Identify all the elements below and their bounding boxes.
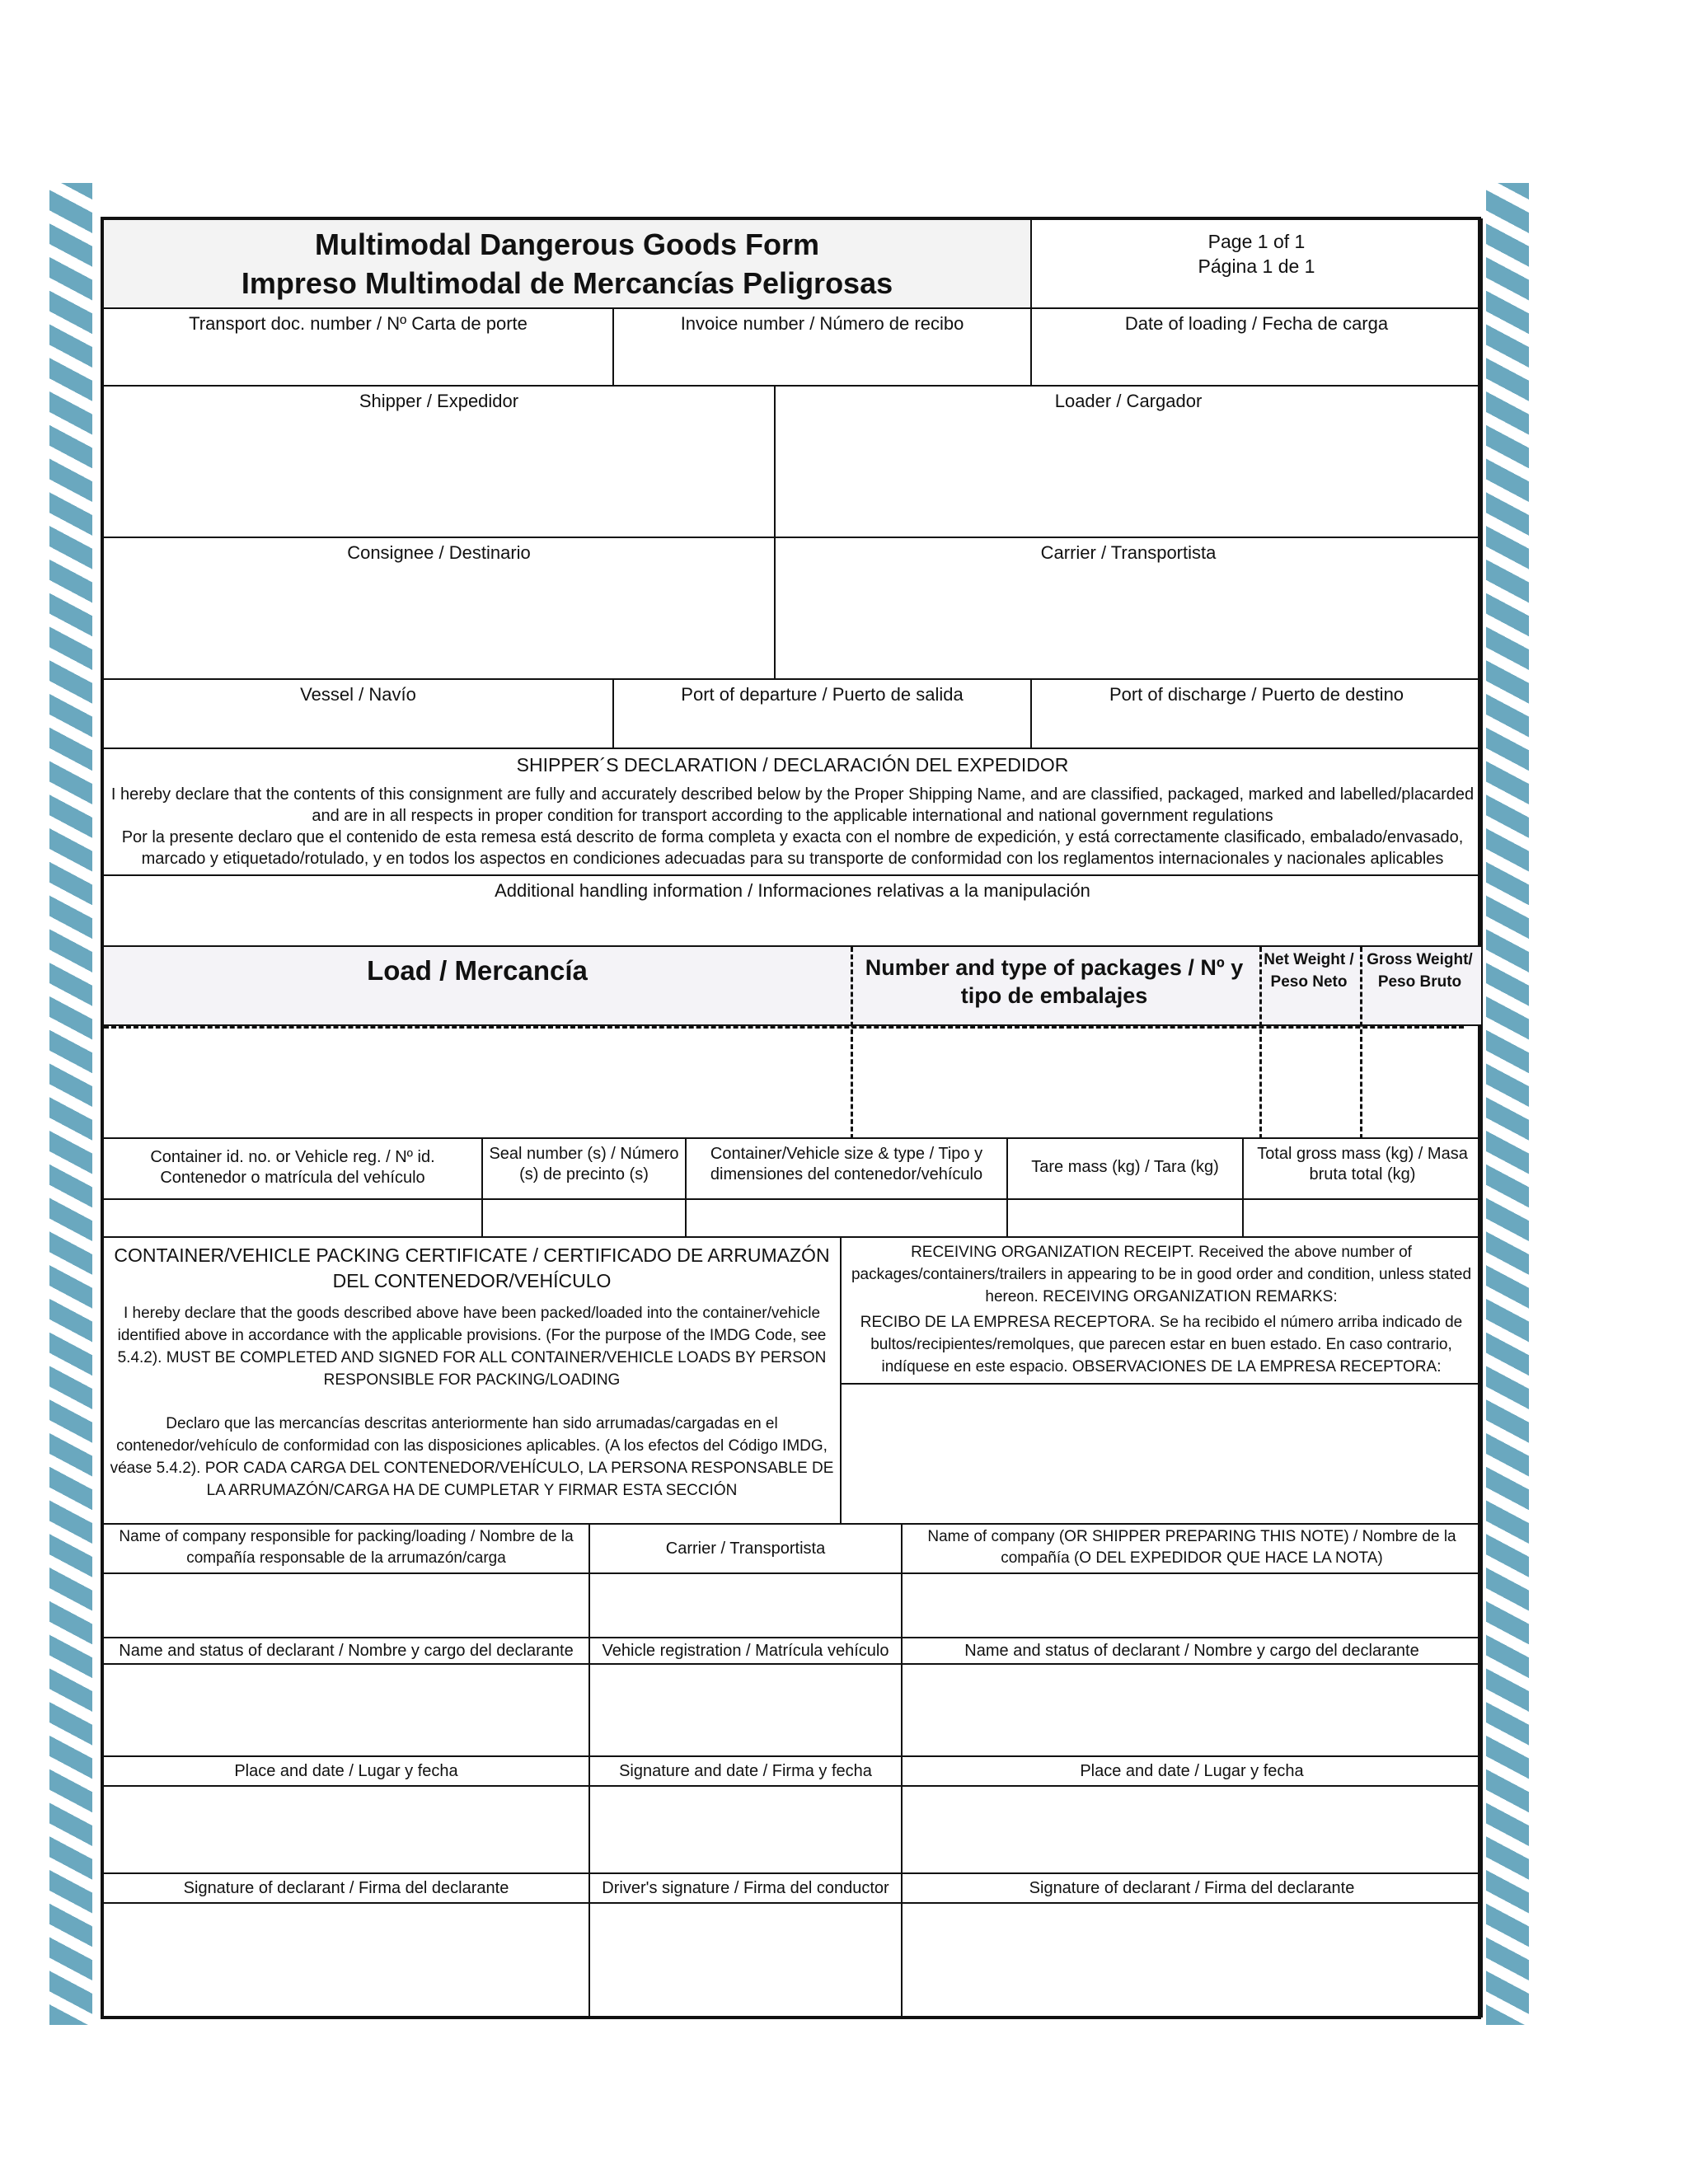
packing-declarant-label: Name and status of declarant / Nombre y cargo del declarante	[102, 1637, 590, 1665]
load-divider-3	[1360, 947, 1362, 1139]
packing-certificate-text-en: I hereby declare that the goods described above have been packed/loaded into the container/vehicle identified above in accordance with the applicable provisions. (For the purpose of the IMDG Code, see 5.4.2). MUST BE COMPLETED AND SIGNED FOR ALL CONTAINER/VEHICLE LOADS BY PERSON RESPONSIBLE FOR PACKING/LOADING	[117, 1305, 827, 1389]
driver-signature-label: Driver's signature / Firma del conductor	[588, 1872, 903, 1904]
load-data-area[interactable]	[102, 1024, 1483, 1139]
packing-signature-label: Signature of declarant / Firma del declarante	[102, 1872, 590, 1904]
form-title	[102, 218, 1032, 309]
carrier-signature-date-label: Signature and date / Firma y fecha	[588, 1755, 903, 1787]
container-size-label: Container/Vehicle size & type / Tipo y dimensiones del contenedor/vehículo	[685, 1137, 1008, 1200]
vessel-field[interactable]: Vessel / Navío	[102, 678, 614, 749]
shipper-signature-label: Signature of declarant / Firma del declarante	[901, 1872, 1483, 1904]
packing-company-input[interactable]	[102, 1572, 590, 1638]
seal-number-label: Seal number (s) / Número (s) de precinto (s)	[481, 1137, 687, 1200]
declaration-title: SHIPPER´S DECLARATION / DECLARACIÓN DEL EXPEDIDOR	[516, 754, 1069, 776]
tare-mass-input[interactable]	[1006, 1198, 1244, 1238]
decorative-stripe-left	[49, 183, 92, 2025]
port-of-discharge-field[interactable]: Port of discharge / Puerto de destino	[1030, 678, 1483, 749]
consignee-field[interactable]: Consignee / Destinario	[102, 537, 776, 680]
shipper-field[interactable]: Shipper / Expedidor	[102, 385, 776, 538]
packing-certificate-text-es: Declaro que las mercancías descritas anteriormente han sido arrumadas/cargadas en el contenedor/vehículo de conformidad con las disposiciones aplicables. (A los efectos del Código IMDG, véase 5.4.2). POR CADA CARGA DEL CONTENEDOR/VEHÍCULO, LA PERSONA RESPONSABLE DE LA ARRUMAZÓN/CARGA HA DE CUMPLETAR Y FIRMAR ESTA SECCIÓN	[110, 1415, 834, 1499]
packages-header: Number and type of packages / Nº y tipo de embalajes	[849, 945, 1259, 1026]
transport-doc-field[interactable]: Transport doc. number / Nº Carta de porte	[102, 307, 614, 387]
load-header: Load / Mercancía	[102, 945, 851, 1026]
packing-signature-input[interactable]	[102, 1902, 590, 2018]
date-of-loading-field[interactable]: Date of loading / Fecha de carga	[1030, 307, 1483, 387]
receipt-remarks-field[interactable]	[840, 1383, 1483, 1525]
total-gross-mass-label: Total gross mass (kg) / Masa bruta total (kg)	[1242, 1137, 1483, 1200]
shipper-place-date-label: Place and date / Lugar y fecha	[901, 1755, 1483, 1787]
receipt-text-es: RECIBO DE LA EMPRESA RECEPTORA. Se ha recibido el número arriba indicado de bultos/recipientes/remolques, que parecen estar en buen estado. En caso contrario, indíquese en este espacio. OBSERVACIONES DE LA EMPRESA RECEPTORA:	[860, 1314, 1463, 1376]
carrier-label: Carrier / Transportista	[588, 1523, 903, 1574]
port-of-departure-field[interactable]: Port of departure / Puerto de salida	[612, 678, 1032, 749]
seal-number-input[interactable]	[481, 1198, 687, 1238]
page-indicator-es: Página 1 de 1	[1198, 255, 1315, 277]
carrier-signature-date-input[interactable]	[588, 1785, 903, 1874]
vehicle-registration-label: Vehicle registration / Matrícula vehículo	[588, 1637, 903, 1665]
shipper-company-label: Name of company (OR SHIPPER PREPARING THIS NOTE) / Nombre de la compañía (O DEL EXPEDIDOR QUE HACE LA NOTA)	[901, 1523, 1483, 1574]
receiving-organization-receipt	[840, 1236, 1483, 1385]
packing-declarant-input[interactable]	[102, 1663, 590, 1757]
page-indicator	[1030, 218, 1483, 309]
form-title-es: Impreso Multimodal de Mercancías Peligrosas	[241, 266, 893, 300]
page-indicator-en: Page 1 of 1	[1207, 231, 1306, 252]
packing-place-date-label: Place and date / Lugar y fecha	[102, 1755, 590, 1787]
gross-weight-header: Gross Weight/ Peso Bruto	[1358, 945, 1483, 1026]
declaration-text-en: I hereby declare that the contents of this consignment are fully and accurately described below by the Proper Shipping Name, and are classified, packaged, marked and labelled/placarded and are in all respects in proper condition for transport according to the applicable international and national government regulations	[110, 785, 1475, 825]
shipper-place-date-input[interactable]	[901, 1785, 1483, 1874]
shippers-declaration	[102, 748, 1483, 876]
total-gross-mass-input[interactable]	[1242, 1198, 1483, 1238]
packing-place-date-input[interactable]	[102, 1785, 590, 1874]
form-title-en: Multimodal Dangerous Goods Form	[314, 227, 820, 261]
tare-mass-label: Tare mass (kg) / Tara (kg)	[1006, 1137, 1244, 1200]
loader-field[interactable]: Loader / Cargador	[774, 385, 1483, 538]
packing-company-label: Name of company responsible for packing/loading / Nombre de la compañía responsable de la arrumazón/carga	[102, 1523, 590, 1574]
invoice-number-field[interactable]: Invoice number / Número de recibo	[612, 307, 1032, 387]
container-size-input[interactable]	[685, 1198, 1008, 1238]
driver-signature-input[interactable]	[588, 1902, 903, 2018]
dangerous-goods-form	[101, 217, 1481, 2019]
carrier-field[interactable]: Carrier / Transportista	[774, 537, 1483, 680]
container-id-label: Container id. no. or Vehicle reg. / Nº id. Contenedor o matrícula del vehículo	[102, 1137, 483, 1200]
packing-certificate-title: CONTAINER/VEHICLE PACKING CERTIFICATE / CERTIFICADO DE ARRUMAZÓN DEL CONTENEDOR/VEHÍCULO	[114, 1244, 830, 1291]
shipper-signature-input[interactable]	[901, 1902, 1483, 2018]
shipper-company-input[interactable]	[901, 1572, 1483, 1638]
declaration-text-es: Por la presente declaro que el contenido de esta remesa está descrito de forma completa y exacta con el nombre de expedición, y está correctamente clasificado, embalado/envasado, marcado y etiquetado/rotulado, y en todos los aspectos en condiciones adecuadas para su transporte de conformidad con los reglamentos internacionales y nacionales aplicables	[121, 828, 1464, 868]
packing-certificate	[102, 1236, 842, 1525]
shipper-declarant-input[interactable]	[901, 1663, 1483, 1757]
load-divider-1	[851, 947, 853, 1139]
carrier-input[interactable]	[588, 1572, 903, 1638]
receipt-text-en: RECEIVING ORGANIZATION RECEIPT. Received the above number of packages/containers/trailers in appearing to be in good order and condition, unless stated hereon. RECEIVING ORGANIZATION REMARKS:	[851, 1244, 1472, 1305]
decorative-stripe-right	[1486, 183, 1529, 2025]
container-id-input[interactable]	[102, 1198, 483, 1238]
net-weight-header: Net Weight / Peso Neto	[1258, 945, 1360, 1026]
additional-handling-field[interactable]: Additional handling information / Informaciones relativas a la manipulación	[102, 874, 1483, 947]
vehicle-registration-input[interactable]	[588, 1663, 903, 1757]
shipper-declarant-label: Name and status of declarant / Nombre y cargo del declarante	[901, 1637, 1483, 1665]
load-divider-2	[1259, 947, 1262, 1139]
